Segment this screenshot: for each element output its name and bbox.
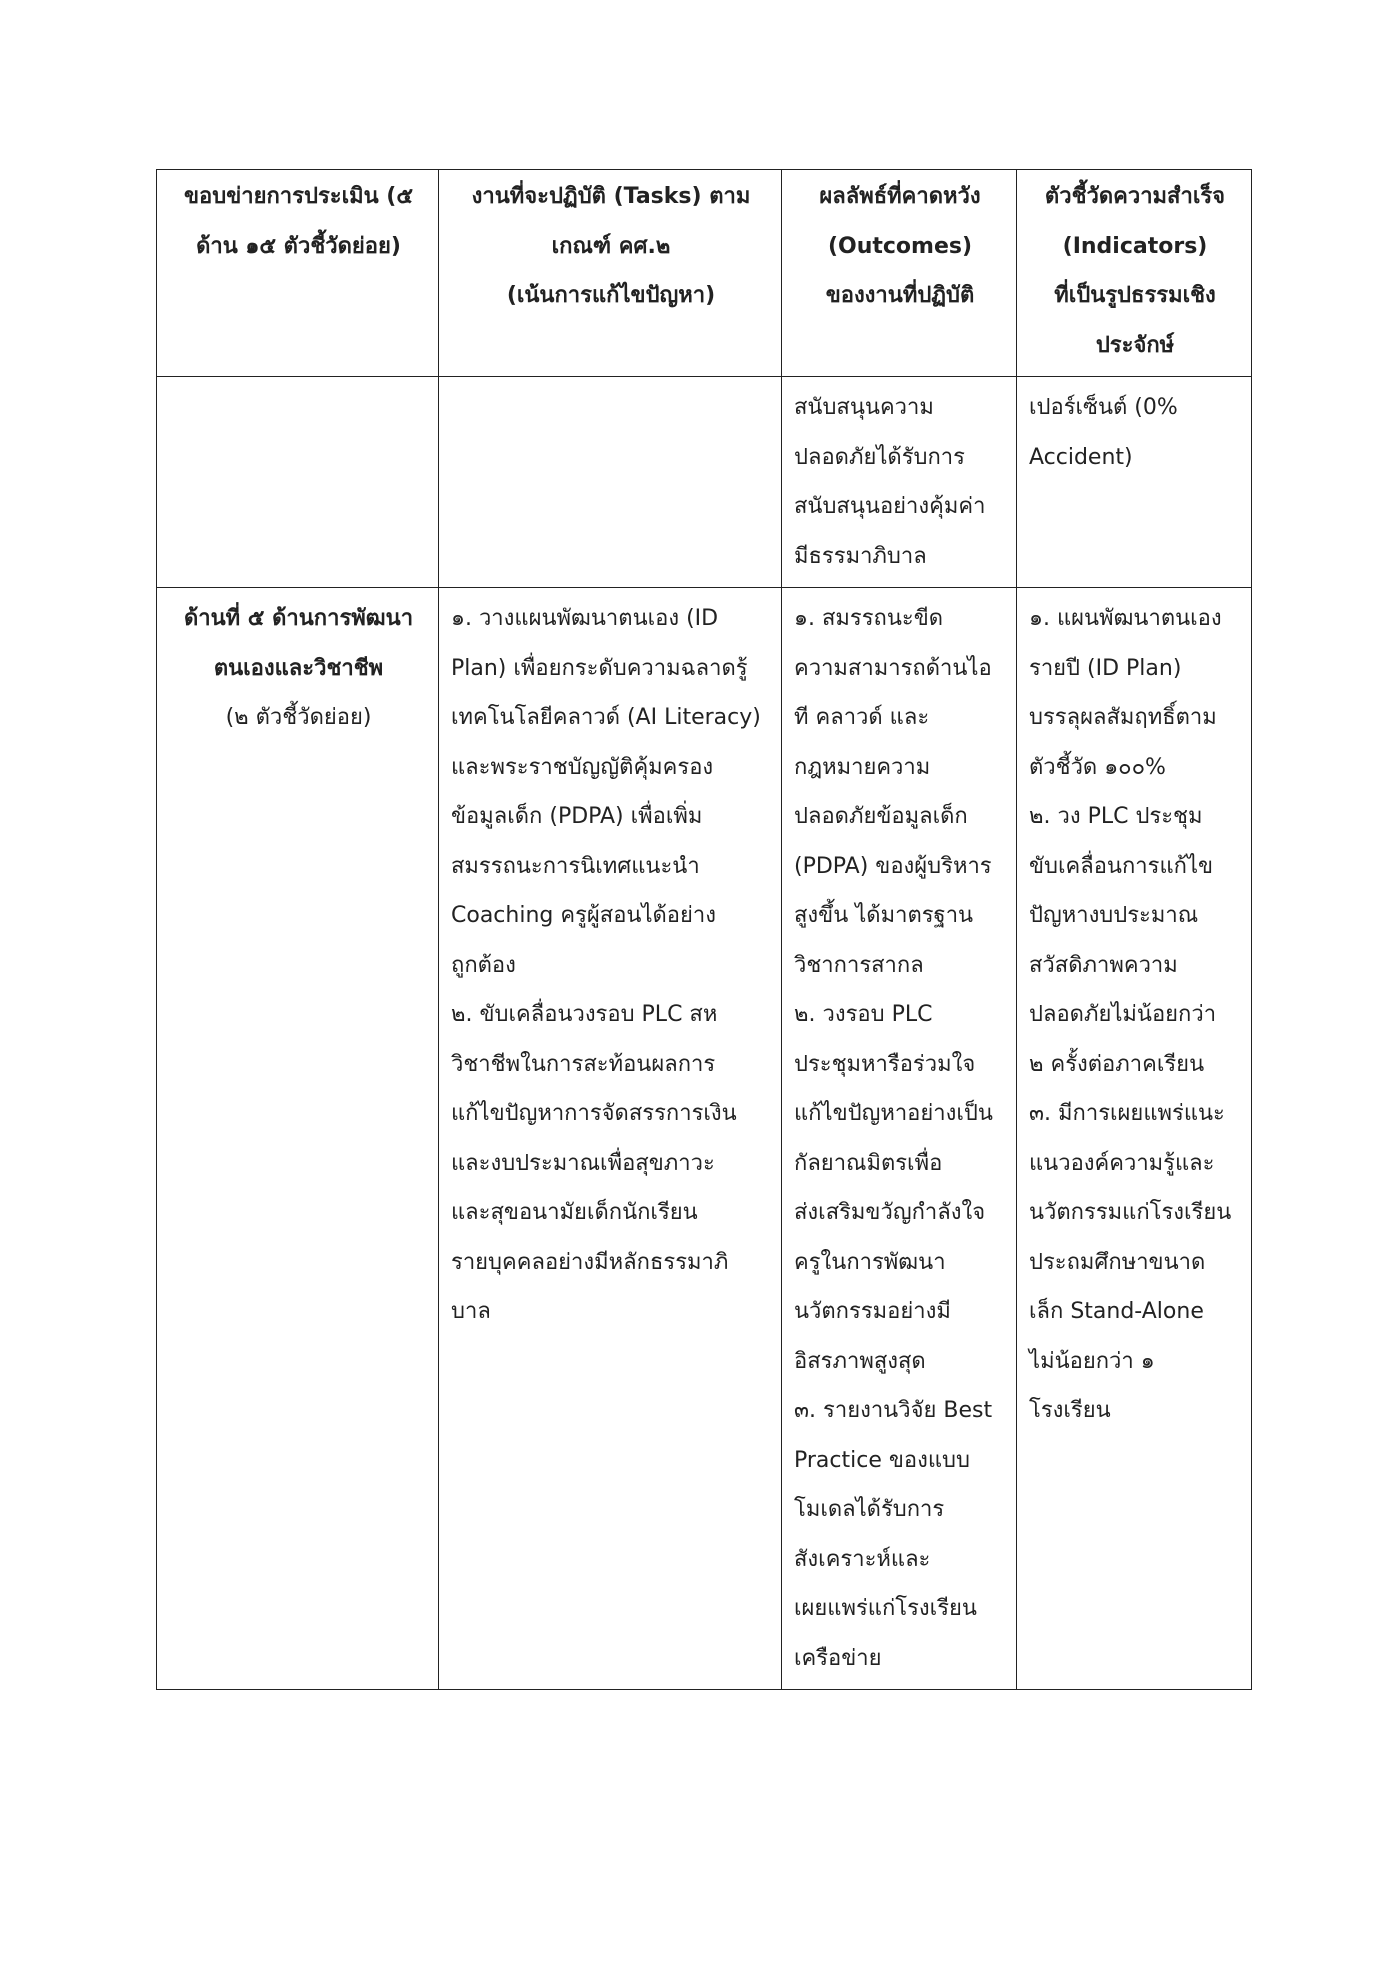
header-line: ขอบข่ายการประเมิน (๕ xyxy=(183,184,413,209)
domain-title-line: ด้านที่ ๕ ด้านการพัฒนา xyxy=(183,606,414,631)
cell-line: นวัตกรรมอย่างมี xyxy=(794,1299,951,1324)
cell-line: Practice ของแบบ xyxy=(794,1447,970,1473)
cell-line: สวัสดิภาพความ xyxy=(1029,952,1178,978)
cell-line: (PDPA) ของผู้บริหาร xyxy=(794,853,992,879)
cell-line: และพระราชบัญญัติคุ้มครอง xyxy=(451,754,714,780)
cell-outcomes xyxy=(782,377,1017,588)
cell-line: นวัตกรรมแก่โรงเรียน xyxy=(1029,1200,1232,1225)
cell-line: บรรลุผลสัมฤทธิ์ตาม xyxy=(1029,705,1217,730)
cell-line: รายปี (ID Plan) xyxy=(1029,655,1182,681)
cell-line: และงบประมาณเพื่อสุขภาวะ xyxy=(451,1150,715,1176)
header-tasks xyxy=(439,170,782,377)
cell-line: เปอร์เซ็นต์ (0% xyxy=(1029,395,1178,420)
cell-line: ๓. รายงานวิจัย Best xyxy=(794,1398,993,1423)
domain-title-line: ตนเองและวิชาชีพ xyxy=(213,655,384,681)
cell-line: ปัญหางบประมาณ xyxy=(1029,903,1199,928)
table-row-domain-5 xyxy=(157,588,1252,1690)
cell-line: Plan) เพื่อยกระดับความฉลาดรู้ xyxy=(451,655,748,681)
header-line: (Indicators) xyxy=(1062,233,1208,259)
cell-line: ๒. ขับเคลื่อนวงรอบ PLC สห xyxy=(451,1002,718,1027)
cell-line: Coaching ครูผู้สอนได้อย่าง xyxy=(451,903,717,928)
header-line: (Outcomes) xyxy=(827,233,973,259)
cell-line: ๓. มีการเผยแพร่แนะ xyxy=(1029,1101,1225,1126)
cell-line: โมเดลได้รับการ xyxy=(794,1497,945,1522)
cell-line: ตัวชี้วัด ๑๐๐% xyxy=(1029,754,1166,780)
cell-line: สังเคราะห์และ xyxy=(794,1546,931,1572)
header-line: ด้าน ๑๕ ตัวชี้วัดย่อย) xyxy=(196,233,401,259)
cell-line: ความสามารถด้านไอ xyxy=(794,655,992,681)
header-scope xyxy=(157,170,439,377)
cell-line: ๑. สมรรถนะขีด xyxy=(794,606,944,631)
cell-line: ปลอดภัยได้รับการ xyxy=(794,444,965,470)
header-outcomes xyxy=(782,170,1017,377)
cell-line: Accident) xyxy=(1029,444,1133,470)
cell-line: โรงเรียน xyxy=(1029,1398,1111,1423)
table-row-continuation xyxy=(157,377,1252,588)
cell-line: สนับสนุนความ xyxy=(794,395,934,420)
header-indicators xyxy=(1017,170,1252,377)
cell-line: ที คลาวด์ และ xyxy=(794,705,930,730)
domain-subtitle: (๒ ตัวชี้วัดย่อย) xyxy=(225,705,372,730)
cell-tasks xyxy=(439,588,782,1690)
cell-line: ๒. วงรอบ PLC xyxy=(794,1002,933,1027)
cell-line: และสุขอนามัยเด็กนักเรียน xyxy=(451,1200,698,1225)
cell-line: ครูในการพัฒนา xyxy=(794,1249,946,1275)
cell-line: ปลอดภัยข้อมูลเด็ก xyxy=(794,804,968,829)
cell-line: ๒. วง PLC ประชุม xyxy=(1029,804,1203,829)
cell-line: กัลยาณมิตรเพื่อ xyxy=(794,1150,943,1176)
cell-indicators xyxy=(1017,377,1252,588)
cell-line: วิชาชีพในการสะท้อนผลการ xyxy=(451,1051,716,1077)
cell-line: ปลอดภัยไม่น้อยกว่า xyxy=(1029,1002,1217,1027)
cell-line: บาล xyxy=(451,1299,491,1324)
cell-tasks-empty xyxy=(439,377,782,588)
cell-line: แก้ไขปัญหาการจัดสรรการเงิน xyxy=(451,1101,737,1126)
cell-line: ๒ ครั้งต่อภาคเรียน xyxy=(1029,1051,1205,1077)
cell-line: เล็ก Stand-Alone xyxy=(1029,1299,1204,1324)
cell-indicators xyxy=(1017,588,1252,1690)
header-line: ของงานที่ปฏิบัติ xyxy=(825,283,975,308)
cell-line: เทคโนโลยีคลาวด์ (AI Literacy) xyxy=(451,705,761,730)
table-header-row xyxy=(157,170,1252,377)
cell-line: มีธรรมาภิบาล xyxy=(794,543,927,569)
cell-line: ไม่น้อยกว่า ๑ xyxy=(1029,1348,1155,1374)
cell-line: อิสรภาพสูงสุด xyxy=(794,1348,926,1374)
cell-line: สนับสนุนอย่างคุ้มค่า xyxy=(794,494,986,519)
cell-line: ถูกต้อง xyxy=(451,952,516,978)
header-line: (เน้นการแก้ไขปัญหา) xyxy=(506,283,716,308)
cell-line: วิชาการสากล xyxy=(794,952,924,978)
cell-line: ส่งเสริมขวัญกำลังใจ xyxy=(794,1200,986,1225)
cell-line: แก้ไขปัญหาอย่างเป็น xyxy=(794,1101,993,1126)
cell-scope xyxy=(157,588,439,1690)
cell-line: รายบุคคลอย่างมีหลักธรรมาภิ xyxy=(451,1249,729,1275)
self-development-plan-table xyxy=(156,169,1252,1690)
cell-line: เครือข่าย xyxy=(794,1645,882,1671)
cell-scope-empty xyxy=(157,377,439,588)
cell-line: ประถมศึกษาขนาด xyxy=(1029,1249,1206,1275)
cell-outcomes xyxy=(782,588,1017,1690)
cell-line: ๑. วางแผนพัฒนาตนเอง (ID xyxy=(451,606,719,631)
cell-line: ประชุมหารือร่วมใจ xyxy=(794,1051,976,1077)
header-line: ตัวชี้วัดความสำเร็จ xyxy=(1044,184,1226,209)
header-line: เกณฑ์ คศ.๒ xyxy=(551,233,671,259)
cell-line: สมรรถนะการนิเทศแนะนำ xyxy=(451,853,700,879)
header-line: ประจักษ์ xyxy=(1095,332,1175,358)
cell-line: สูงขึ้น ได้มาตรฐาน xyxy=(794,903,974,928)
cell-line: กฎหมายความ xyxy=(794,754,931,780)
cell-line: แนวองค์ความรู้และ xyxy=(1029,1150,1215,1176)
cell-line: ขับเคลื่อนการแก้ไข xyxy=(1029,853,1214,879)
header-line: งานที่จะปฏิบัติ (Tasks) ตาม xyxy=(471,184,751,209)
header-line: ผลลัพธ์ที่คาดหวัง xyxy=(819,184,981,209)
cell-line: ข้อมูลเด็ก (PDPA) เพื่อเพิ่ม xyxy=(451,804,703,829)
cell-line: เผยแพร่แก่โรงเรียน xyxy=(794,1596,977,1621)
header-line: ที่เป็นรูปธรรมเชิง xyxy=(1054,283,1216,308)
cell-line: ๑. แผนพัฒนาตนเอง xyxy=(1029,606,1222,631)
